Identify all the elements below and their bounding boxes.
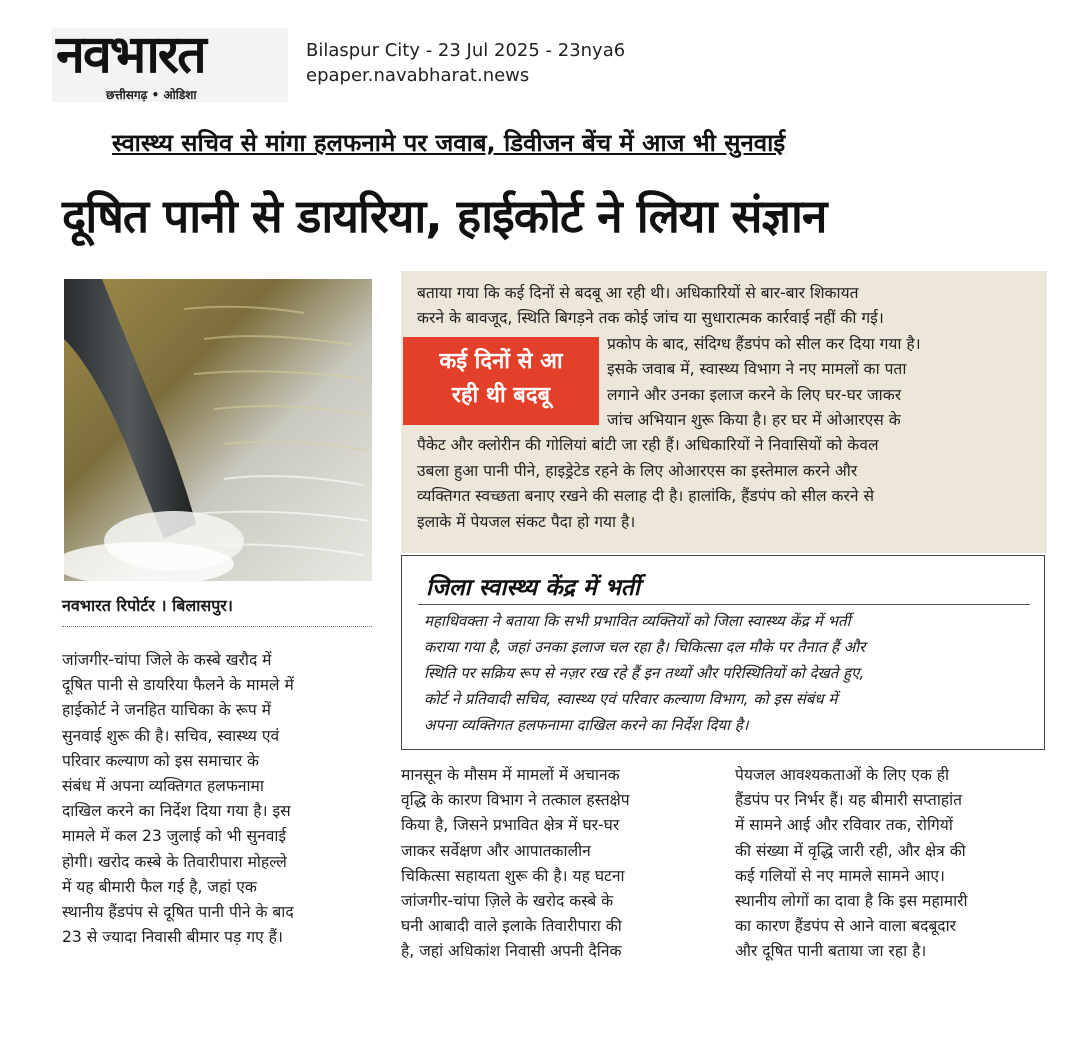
shaded-text-box <box>401 271 1047 553</box>
masthead <box>52 25 288 102</box>
column-1-text <box>62 648 372 950</box>
byline-divider <box>62 626 372 627</box>
pull-quote-line: रही थी बदबू <box>451 383 551 408</box>
text-line: उबला हुआ पानी पीने, हाइड्रेटेड रहने के लिए ओआरएस का इस्तेमाल करने और <box>417 461 858 480</box>
text-line: अपना व्यक्तिगत हलफनामा दाखिल करने का निर्देश दिया है। <box>424 716 749 734</box>
text-line: स्थिति पर सक्रिय रूप से नज़र रख रहे हैं इन तथ्यों और परिस्थितियों को देखते हुए, <box>424 664 865 682</box>
text-line: में सामने आई और रविवार तक, रोगियों <box>735 816 953 835</box>
text-line: मामले में कल 23 जुलाई को भी सुनवाई <box>62 827 287 846</box>
text-line: व्यक्तिगत स्वच्छता बनाए रखने की सलाह दी है। हालांकि, हैंडपंप को सील करने से <box>417 487 875 506</box>
byline: नवभारत रिपोर्टर । बिलासपुर। <box>62 596 233 615</box>
text-line: और दूषित पानी बताया जा रहा है। <box>735 942 927 961</box>
text-line: महाधिवक्ता ने बताया कि सभी प्रभावित व्यक्तियों को जिला स्वास्थ्य केंद्र में भर्ती <box>424 612 851 630</box>
text-line: हाईकोर्ट ने जनहित याचिका के रूप में <box>62 701 271 720</box>
water-photo-illustration <box>64 279 372 581</box>
text-line: लगाने और उनका इलाज करने के लिए घर-घर जाकर <box>607 385 902 404</box>
text-line: है, जहां अधिकांश निवासी अपनी दैनिक <box>401 942 622 961</box>
text-line: जांजगीर-चांपा जिले के कस्बे खरौद में <box>62 651 272 669</box>
text-line: परिवार कल्याण को इस समाचार के <box>62 751 260 770</box>
text-line: स्थानीय लोगों का दावा है कि इस महामारी <box>735 892 968 911</box>
text-line: कोर्ट ने प्रतिवादी सचिव, स्वास्थ्य एवं परिवार कल्याण विभाग, को इस संबंध में <box>424 690 838 708</box>
text-line: कई गलियों से नए मामले सामने आए। <box>735 866 945 885</box>
text-line: की संख्या में वृद्धि जारी रही, और क्षेत्र की <box>735 841 966 860</box>
text-line: दूषित पानी से डायरिया फैलने के मामले में <box>62 676 294 695</box>
text-line: मानसून के मौसम में मामलों में अचानक <box>401 766 620 784</box>
text-line: जांच अभियान शुरू किया है। हर घर में ओआरएस के <box>607 411 901 430</box>
text-line: बताया गया कि कई दिनों से बदबू आ रही थी। अधिकारियों से बार-बार शिकायत <box>417 284 859 302</box>
newspaper-region: छत्तीसगढ़ • ओडिशा <box>106 88 197 102</box>
text-line: सुनवाई शुरू की है। सचिव, स्वास्थ्य एवं <box>62 726 280 745</box>
text-line: किया है, जिसने प्रभावित क्षेत्र में घर-घर <box>401 816 620 835</box>
text-line: वृद्धि के कारण विभाग ने तत्काल हस्तक्षेप <box>401 791 630 810</box>
text-line: संबंध में अपना व्यक्तिगत हलफनामा <box>62 777 264 796</box>
text-line: जांजगीर-चांपा ज़िले के खरोद कस्बे के <box>401 892 614 911</box>
site-url: epaper.navabharat.news <box>306 65 530 86</box>
column-3-text <box>735 763 1047 965</box>
article-headline: दूषित पानी से डायरिया, हाईकोर्ट ने लिया संज्ञान <box>62 189 827 243</box>
column-2-text <box>401 763 717 965</box>
newspaper-logo: नवभारत <box>56 25 205 85</box>
text-line: जाकर सर्वेक्षण और आपातकालीन <box>401 841 591 860</box>
text-line: में यह बीमारी फैल गई है, जहां एक <box>62 877 257 896</box>
boxed-section <box>401 555 1045 750</box>
text-line: का कारण हैंडपंप से आने वाला बदबूदार <box>735 917 956 936</box>
text-line: चिकित्सा सहायता शुरू की है। यह घटना <box>401 866 625 885</box>
text-line: कराया गया है, जहां उनका इलाज चल रहा है। चिकित्सा दल मौके पर तैनात हैं और <box>424 638 866 656</box>
text-line: पेयजल आवश्यकताओं के लिए एक ही <box>735 766 950 784</box>
text-line: घनी आबादी वाले इलाके तिवारीपारा की <box>401 917 622 936</box>
text-line: प्रकोप के बाद, संदिग्ध हैंडपंप को सील कर दिया गया है। <box>607 334 921 353</box>
text-line: दाखिल करने का निर्देश दिया गया है। इस <box>62 802 291 821</box>
boxed-section-title: जिला स्वास्थ्य केंद्र में भर्ती <box>426 575 640 601</box>
text-line: हैंडपंप पर निर्भर हैं। यह बीमारी सप्ताहांत <box>735 791 963 810</box>
article-photo <box>64 279 372 581</box>
text-line: होगी। खरोद कस्बे के तिवारीपारा मोहल्ले <box>62 852 287 871</box>
pull-quote <box>403 337 599 425</box>
text-line: इलाके में पेयजल संकट पैदा हो गया है। <box>417 512 636 531</box>
text-line: करने के बावजूद, स्थिति बिगड़ने तक कोई जांच या सुधारात्मक कार्रवाई नहीं की गई। <box>417 309 884 328</box>
text-line: इसके जवाब में, स्वास्थ्य विभाग ने नए मामलों का पता <box>607 360 907 379</box>
boxed-section-divider <box>418 604 1030 605</box>
text-line: स्थानीय हैंडपंप से दूषित पानी पीने के बाद <box>62 903 294 922</box>
text-line: पैकेट और क्लोरीन की गोलियां बांटी जा रही हैं। अधिकारियों ने निवासियों को केवल <box>417 436 879 455</box>
article-subhead: स्वास्थ्य सचिव से मांगा हलफनामे पर जवाब, डिवीजन बेंच में आज भी सुनवाई <box>112 129 786 157</box>
text-line: 23 से ज्यादा निवासी बीमार पड़ गए हैं। <box>62 928 283 947</box>
boxed-section-text <box>424 608 1036 738</box>
pull-quote-line: कई दिनों से आ <box>439 349 563 374</box>
edition-info: Bilaspur City - 23 Jul 2025 - 23nya6 <box>306 40 626 61</box>
